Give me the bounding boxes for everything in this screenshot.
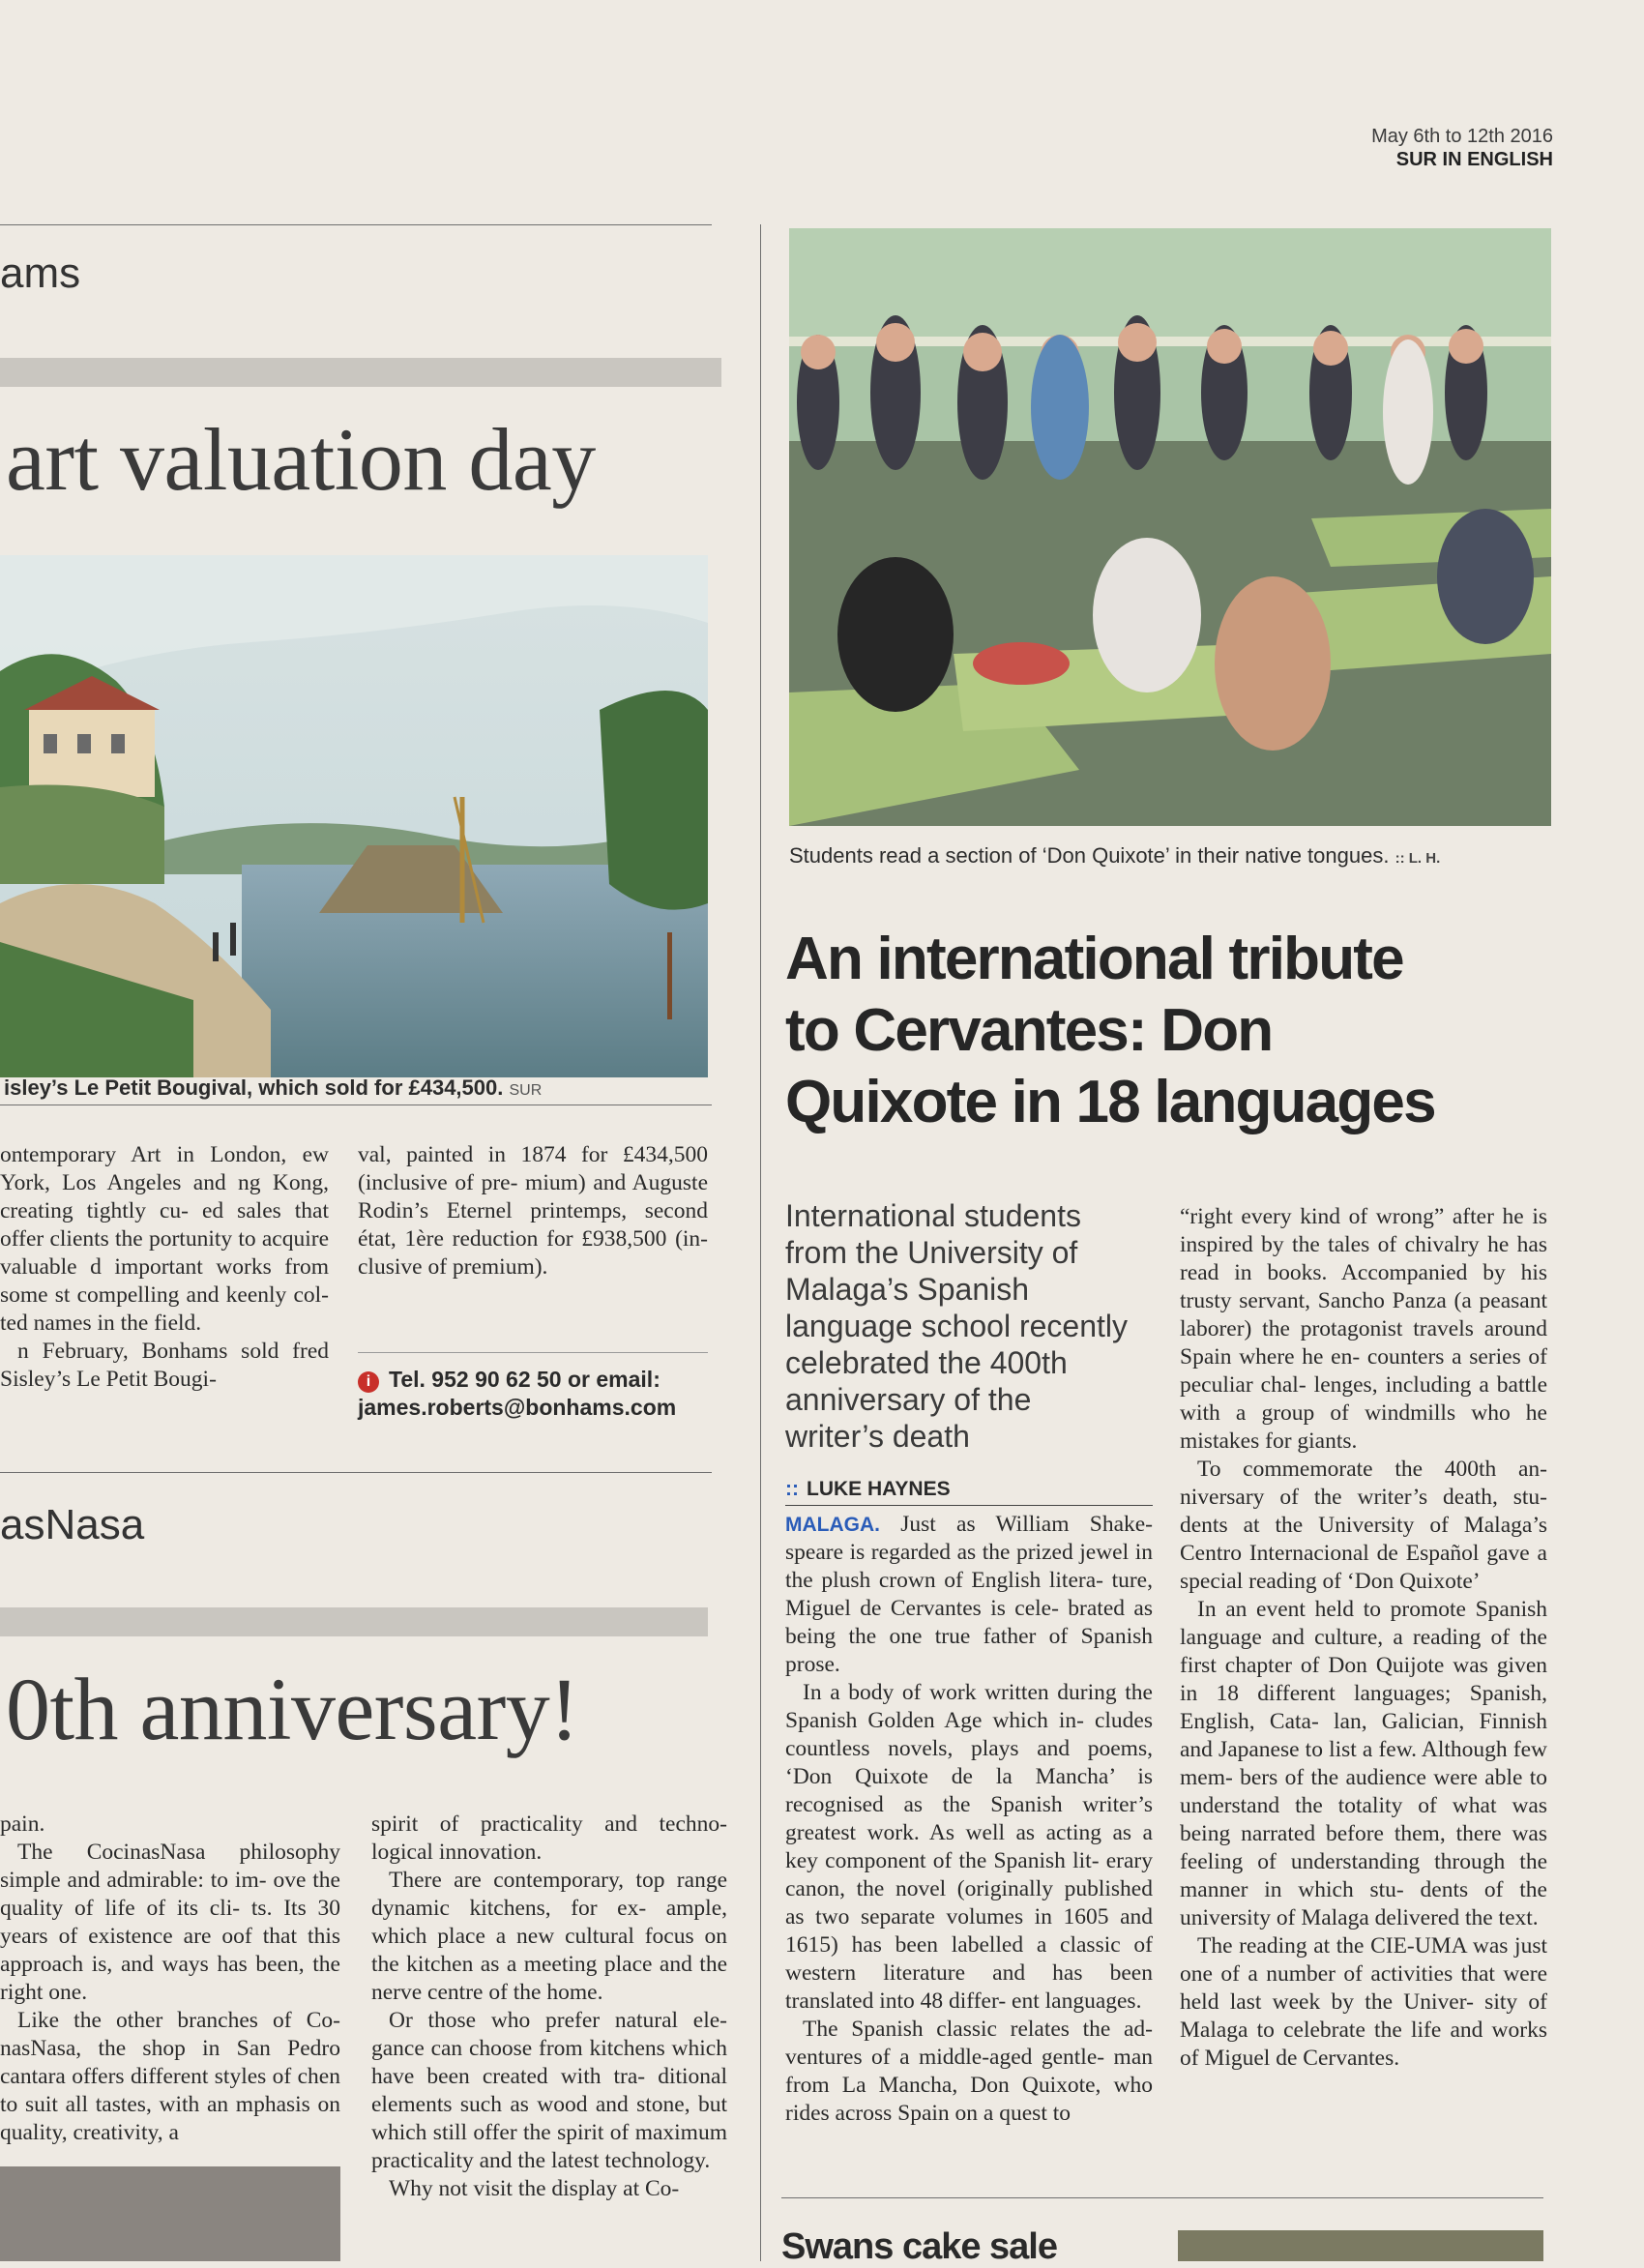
paragraph: n February, Bonhams sold fred Sisley’s Le Petit Bougi- <box>0 1339 329 1392</box>
caption-text: Students read a section of ‘Don Quixote’ in their native tongues. <box>789 843 1390 868</box>
section-label: ams <box>0 250 81 297</box>
standfirst: International students from the University of Malaga’s Spanish language school recently celebrated the 400th anniversary of the writer’s death <box>785 1198 1129 1454</box>
kitchen-image <box>0 2166 340 2261</box>
issue-date: May 6th to 12th 2016 <box>1371 126 1553 147</box>
caption-credit: SUR <box>509 1082 543 1099</box>
paragraph: In a body of work written during the Spanish Golden Age which in- cludes countless novels, plays and poems, ‘Don Quixote de la Mancha’ is recognised as the Spanish writer’s greatest work. As well as acting as a key component of the Spanish lit- erary canon, the novel (originally published as two separate volumes in 1605 and 1615) has been labelled a classic of western literature and has been translated into 48 differ- ent languages. <box>785 1680 1153 2014</box>
section-rule <box>0 1472 712 1473</box>
article-column <box>0 1811 340 2147</box>
paragraph: To commemorate the 400th an- niversary of the writer’s death, stu- dents at the University of Malaga’s Centro Internacional de Español gave a special reading of ‘Don Quixote’ <box>1180 1457 1547 1594</box>
next-article-headline: Swans cake sale <box>781 2226 1057 2267</box>
paragraph: ontemporary Art in London, ew York, Los Angeles and ng Kong, creating tightly cu- ed sales that offer clients the portunity to acquire valuable d important works from some st compelling and keenly col- ted names in the field. <box>0 1142 329 1336</box>
article-column <box>785 1511 1153 2128</box>
article-column <box>1180 1203 1547 2073</box>
paragraph: Like the other branches of Co- nasNasa, the shop in San Pedro cantara offers different styles of chen to suit all tastes, with an mphasis on quality, creativity, a <box>0 2008 340 2145</box>
paragraph: The CocinasNasa philosophy simple and admirable: to im- ove the quality of life of its cli- ts. Its 30 years of existence are oof that this approach is, and ways has been, the right one. <box>0 1840 340 2005</box>
contact-email[interactable]: james.roberts@bonhams.com <box>358 1395 677 1420</box>
info-icon: i <box>358 1371 379 1393</box>
students-photo <box>789 228 1551 826</box>
paragraph-text: Just as William Shake- speare is regarded as the prized jewel in the plush crown of English litera- ture, Miguel de Cervantes is cele- brated as being the one true father of Spanish prose. <box>785 1512 1154 1677</box>
byline-marks: :: <box>785 1478 799 1500</box>
column-divider <box>760 224 761 2261</box>
paragraph: val, painted in 1874 for £434,500 (inclusive of pre- mium) and Auguste Rodin’s Eternel printemps, second état, 1ère reduction for £938,500 (in- clusive of premium). <box>358 1142 708 1280</box>
headline-line: to Cervantes: Don <box>785 997 1273 1064</box>
contact-box <box>358 1366 676 1422</box>
headline: 0th anniversary! <box>6 1660 579 1758</box>
article-headline <box>785 924 1559 1138</box>
newspaper-name: SUR IN ENGLISH <box>1395 149 1553 170</box>
paragraph: Or those who prefer natural ele- gance can choose from kitchens which have been created with tra- ditional elements such as wood and stone, but which still offer the spirit of maximum practicality and the latest technology. <box>371 2008 727 2173</box>
dateline: MALAGA. <box>785 1514 880 1536</box>
headline-line: Quixote in 18 languages <box>785 1069 1435 1135</box>
caption-credit: :: L. H. <box>1394 850 1441 867</box>
headline-line: An international tribute <box>785 926 1403 992</box>
article-column <box>358 1141 708 1281</box>
paragraph: “right every kind of wrong” after he is inspired by the tales of chivalry he has read in books. Accompanied by his trusty servant, Sancho Panza (a peasant laborer) the protagonist travels around Spain where he en- counters a series of peculiar chal- lenges, including a battle with a group of windmills who he mistakes for giants. <box>1180 1204 1547 1454</box>
paragraph <box>785 1511 1153 1679</box>
paragraph: The Spanish classic relates the ad- ventures of a middle-aged gentle- man from La Mancha, Don Quixote, who rides across Spain on a quest to <box>785 2017 1153 2126</box>
photo-caption <box>789 843 1440 869</box>
section-label: asNasa <box>0 1501 145 1548</box>
paragraph: There are contemporary, top range dynamic kitchens, for ex- ample, which place a new cultural focus on the kitchen as a meeting place and the nerve centre of the home. <box>371 1868 727 2005</box>
byline <box>785 1478 951 1501</box>
section-rule <box>781 2197 1543 2198</box>
section-band <box>0 358 721 387</box>
next-article-image <box>1178 2230 1543 2261</box>
paragraph: The reading at the CIE-UMA was just one of a number of activities that were held last week by the Univer- sity of Malaga to celebrate the life and works of Miguel de Cervantes. <box>1180 1933 1547 2071</box>
article-column <box>371 1811 727 2203</box>
article-column <box>0 1141 329 1394</box>
byline-rule <box>785 1505 1153 1506</box>
paragraph: pain. <box>0 1811 45 1837</box>
author-name: LUKE HAYNES <box>807 1478 951 1500</box>
contact-phone: Tel. 952 90 62 50 or email: <box>389 1367 661 1392</box>
photo-caption <box>4 1075 542 1101</box>
paragraph: Why not visit the display at Co- <box>389 2176 680 2201</box>
caption-text: isley’s Le Petit Bougival, which sold for £434,500. <box>4 1075 504 1100</box>
section-rule <box>0 224 712 225</box>
paragraph: spirit of practicality and techno- logical innovation. <box>371 1811 727 1865</box>
headline: art valuation day <box>6 410 596 509</box>
section-band <box>0 1607 708 1636</box>
painting-image <box>0 555 708 1077</box>
paragraph: In an event held to promote Spanish language and culture, a reading of the first chapter of Don Quijote was given in 18 different languages; Spanish, English, Cata- lan, Galician, Finnish and Japanese to list a few. Although few mem- bers of the audience were able to understand the totality of what was being narrated before them, there was feeling of understanding through the manner in which stu- dents of the university of Malaga delivered the text. <box>1180 1597 1547 1930</box>
contact-rule <box>358 1352 708 1353</box>
